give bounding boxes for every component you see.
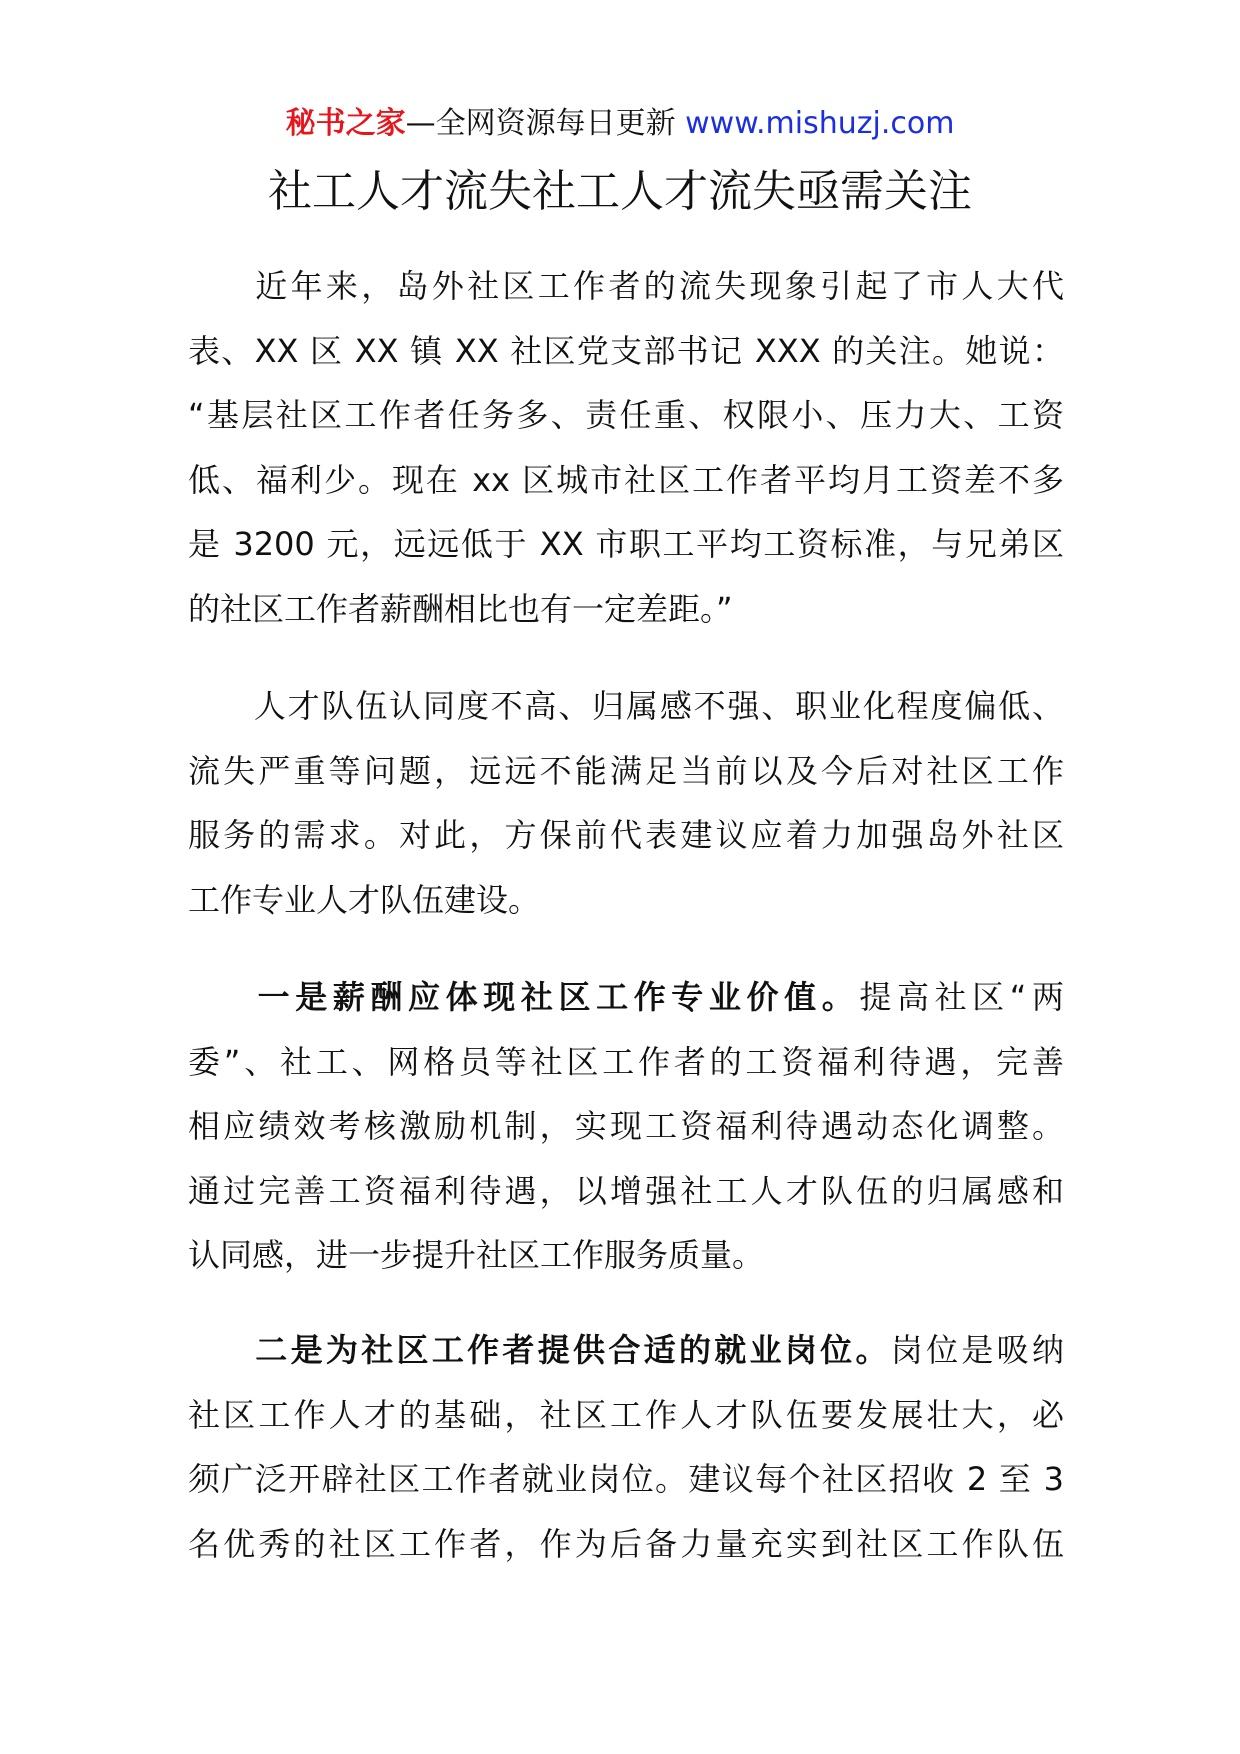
paragraph-heading: 一是薪酬应体现社区工作专业价值。 — [252, 978, 860, 1016]
paragraph-line: 表、XX 区 XX 镇 XX 社区党支部书记 XXX 的关注。她说： — [188, 331, 1064, 370]
paragraph-2 — [188, 674, 1064, 932]
paragraph-line: 须广泛开辟社区工作者就业岗位。建议每个社区招收 2 至 3 — [188, 1460, 1064, 1498]
header-tagline: —全网资源每日更新 — [405, 106, 686, 141]
paragraph-line: 人才队伍认同度不高、归属感不强、职业化程度偏低、 — [252, 687, 1064, 725]
paragraph-line: 近年来，岛外社区工作者的流失现象引起了市人大代 — [252, 267, 1064, 305]
paragraph-heading: 二是为社区工作者提供合适的就业岗位。 — [252, 1331, 891, 1369]
site-url-link[interactable]: www.mishuzj.com — [685, 106, 955, 141]
paragraph-line: 低、福利少。现在 xx 区城市社区工作者平均月工资差不多 — [188, 460, 1064, 499]
paragraph-line: 流失严重等问题，远远不能满足当前以及今后对社区工作 — [188, 751, 1064, 790]
paragraph-3 — [188, 965, 1064, 1288]
document-title: 社工人才流失社工人才流失亟需关注 — [268, 166, 972, 217]
site-header — [0, 104, 1240, 144]
paragraph-line: 一是薪酬应体现社区工作专业价值。提高社区“两 — [252, 978, 1064, 1016]
paragraph-line: 服务的需求。对此，方保前代表建议应着力加强岛外社区 — [188, 816, 1064, 854]
paragraph-4 — [188, 1318, 1064, 1576]
paragraph-line: 工作专业人才队伍建设。 — [188, 880, 541, 919]
paragraph-line: 相应绩效考核激励机制，实现工资福利待遇动态化调整。 — [188, 1107, 1064, 1145]
paragraph-line: 通过完善工资福利待遇，以增强社工人才队伍的归属感和 — [188, 1171, 1064, 1210]
paragraph-line: 认同感，进一步提升社区工作服务质量。 — [188, 1236, 765, 1274]
paragraph-1 — [188, 254, 1064, 641]
paragraph-line: 二是为社区工作者提供合适的就业岗位。岗位是吸纳 — [252, 1331, 1064, 1369]
paragraph-line: “基层社区工作者任务多、责任重、权限小、压力大、工资 — [188, 396, 1064, 434]
brand-name: 秘书之家 — [285, 106, 406, 141]
paragraph-line: 委”、社工、网格员等社区工作者的工资福利待遇，完善 — [188, 1042, 1064, 1081]
paragraph-line: 社区工作人才的基础，社区工作人才队伍要发展壮大，必 — [188, 1395, 1064, 1434]
paragraph-line: 的社区工作者薪酬相比也有一定差距。” — [188, 589, 733, 628]
paragraph-line: 是 3200 元，远远低于 XX 市职工平均工资标准，与兄弟区 — [188, 525, 1064, 563]
paragraph-line: 名优秀的社区工作者，作为后备力量充实到社区工作队伍 — [188, 1524, 1064, 1563]
